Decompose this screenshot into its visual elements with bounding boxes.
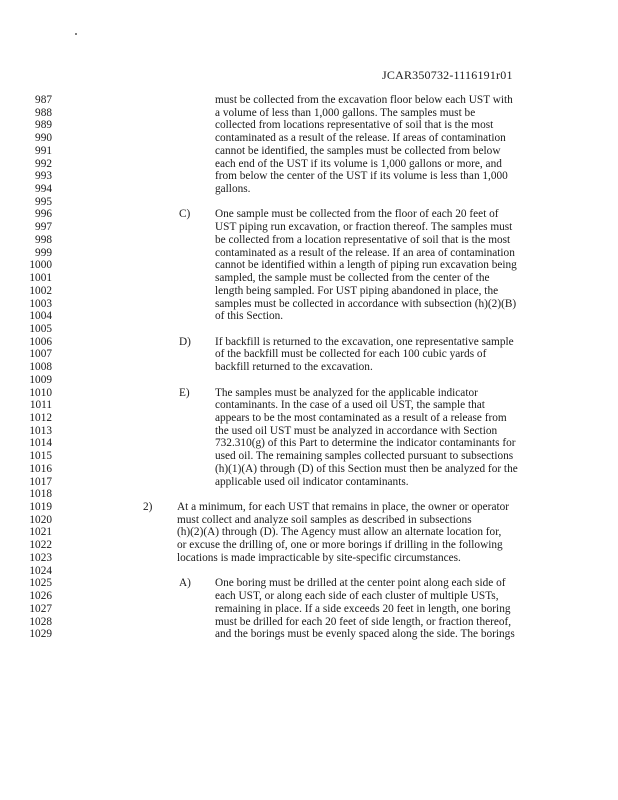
line-text: (h)(2)(A) through (D). The Agency must allow an alternate location for, (177, 526, 502, 539)
line-number: 1024 (29, 564, 52, 577)
document-line (0, 603, 618, 615)
line-text: One boring must be drilled at the center point along each side of (215, 577, 506, 590)
line-number: 1012 (29, 412, 52, 424)
document-line (0, 234, 618, 246)
document-line (0, 488, 618, 500)
line-number: 1002 (29, 284, 52, 297)
document-line (0, 145, 618, 157)
line-number: 988 (35, 106, 52, 119)
line-number: 1018 (29, 488, 52, 501)
line-text: a volume of less than 1,000 gallons. The samples must be (215, 106, 476, 119)
subsection-label: D) (179, 335, 191, 348)
document-line (0, 259, 618, 271)
line-text: the used oil UST must be analyzed in accordance with Section (215, 424, 498, 437)
document-line (0, 463, 618, 475)
line-number: 1028 (29, 615, 52, 628)
document-line (0, 94, 618, 106)
line-text: each end of the UST if its volume is 1,000 gallons or more, and (215, 157, 502, 170)
line-text: be collected from a location representative of soil that is the most (215, 233, 511, 246)
subsection-label: C) (179, 208, 191, 221)
line-text: must collect and analyze soil samples as described in subsections (177, 513, 472, 526)
document-line (0, 196, 618, 208)
line-number: 999 (35, 246, 52, 259)
line-text: backfill returned to the excavation. (215, 361, 373, 374)
document-line (0, 425, 618, 437)
line-number: 1016 (29, 462, 52, 475)
line-number: 1021 (29, 526, 52, 539)
document-line (0, 412, 618, 424)
document-line (0, 437, 618, 449)
document-line (0, 552, 618, 564)
line-number: 1013 (29, 424, 52, 437)
document-line (0, 183, 618, 195)
line-text: remaining in place. If a side exceeds 20 feet in length, one boring (215, 602, 511, 615)
line-number: 987 (35, 94, 52, 106)
line-text: or excuse the drilling of, one or more borings if drilling in the following (177, 539, 503, 552)
document-line (0, 323, 618, 335)
document-line (0, 158, 618, 170)
line-text: cannot be identified, the samples must be collected from below (215, 144, 501, 157)
line-number: 993 (35, 170, 52, 183)
line-text: from below the center of the UST if its volume is less than 1,000 (215, 170, 508, 183)
line-text: 732.310(g) of this Part to determine the indicator contaminants for (215, 437, 516, 450)
line-number: 1023 (29, 551, 52, 564)
line-number: 1015 (29, 450, 52, 463)
line-number: 995 (35, 195, 52, 208)
document-line (0, 361, 618, 373)
line-number: 1004 (29, 310, 52, 323)
subsection-label: E) (179, 386, 190, 399)
line-text: One sample must be collected from the floor of each 20 feet of (215, 208, 499, 221)
line-number: 1003 (29, 297, 52, 310)
line-text: of this Section. (215, 310, 284, 323)
line-text: must be collected from the excavation floor below each UST with (215, 94, 513, 106)
line-text: (h)(1)(A) through (D) of this Section must then be analyzed for the (215, 462, 518, 475)
document-line (0, 450, 618, 462)
document-line (0, 221, 618, 233)
document-line (0, 247, 618, 259)
document-line (0, 616, 618, 628)
line-number: 1006 (29, 335, 52, 348)
document-line (0, 170, 618, 182)
line-number: 991 (35, 144, 52, 157)
line-text: contaminated as a result of the release. If areas of contamination (215, 132, 506, 145)
line-text: The samples must be analyzed for the applicable indicator (215, 386, 478, 399)
document-line (0, 577, 618, 589)
line-text: contaminated as a result of the release. If an area of contamination (215, 246, 515, 259)
line-text: length being sampled. For UST piping abandoned in place, the (215, 284, 499, 297)
scan-speck (75, 33, 77, 35)
line-number: 1019 (29, 501, 52, 514)
document-line (0, 107, 618, 119)
line-number: 1020 (29, 513, 52, 526)
line-number: 1007 (29, 348, 52, 361)
document-line (0, 526, 618, 538)
line-number: 992 (35, 157, 52, 170)
document-line (0, 298, 618, 310)
line-text: of the backfill must be collected for each 100 cubic yards of (215, 348, 487, 361)
line-text: collected from locations representative of soil that is the most (215, 119, 494, 132)
line-text: sampled, the sample must be collected from the center of the (215, 272, 490, 285)
line-number: 1022 (29, 539, 52, 552)
document-line (0, 272, 618, 284)
line-number: 1000 (29, 259, 52, 272)
line-number: 1001 (29, 272, 52, 285)
line-text: cannot be identified within a length of piping run excavation being (215, 259, 517, 272)
line-number: 1010 (29, 386, 52, 399)
document-line (0, 374, 618, 386)
subsection-label: 2) (143, 501, 153, 514)
line-number: 994 (35, 183, 52, 196)
line-text: contaminants. In the case of a used oil UST, the sample that (215, 399, 485, 412)
document-id-header: JCAR350732-1116191r01 (382, 68, 513, 82)
line-text: If backfill is returned to the excavation, one representative sample (215, 335, 514, 348)
line-text: used oil. The remaining samples collected pursuant to subsections (215, 450, 514, 463)
subsection-label: A) (179, 577, 191, 590)
document-line (0, 208, 618, 220)
line-text: applicable used oil indicator contaminants. (215, 475, 409, 488)
document-line (0, 336, 618, 348)
document-line (0, 119, 618, 131)
line-text: locations is made impracticable by site-specific circumstances. (177, 551, 461, 564)
document-line (0, 539, 618, 551)
document-line (0, 310, 618, 322)
line-text: appears to be the most contaminated as a result of a release from (215, 412, 507, 424)
document-line (0, 132, 618, 144)
line-number: 1014 (29, 437, 52, 450)
line-number: 1008 (29, 361, 52, 374)
line-number: 1026 (29, 590, 52, 603)
line-number: 1005 (29, 322, 52, 335)
document-line (0, 387, 618, 399)
document-line (0, 514, 618, 526)
document-line (0, 628, 618, 640)
document-line (0, 285, 618, 297)
line-number: 1029 (29, 628, 52, 641)
line-number: 990 (35, 132, 52, 145)
line-text: gallons. (215, 183, 251, 196)
document-line (0, 348, 618, 360)
document-line (0, 399, 618, 411)
line-number: 997 (35, 221, 52, 234)
line-text: UST piping run excavation, or fraction thereof. The samples must (215, 221, 513, 234)
line-number: 1009 (29, 373, 52, 386)
document-line (0, 590, 618, 602)
document-line (0, 565, 618, 577)
line-number: 989 (35, 119, 52, 132)
line-text: samples must be collected in accordance with subsection (h)(2)(B) (215, 297, 517, 310)
line-number: 1011 (29, 399, 52, 412)
line-text: and the borings must be evenly spaced along the side. The borings (215, 628, 515, 641)
line-number: 996 (35, 208, 52, 221)
line-number: 1017 (29, 475, 52, 488)
document-line (0, 476, 618, 488)
line-text: each UST, or along each side of each cluster of multiple USTs, (215, 590, 499, 603)
line-number: 1027 (29, 602, 52, 615)
line-number: 1025 (29, 577, 52, 590)
line-text: At a minimum, for each UST that remains in place, the owner or operator (177, 501, 510, 514)
document-line (0, 501, 618, 513)
line-text: must be drilled for each 20 feet of side length, or fraction thereof, (215, 615, 512, 628)
line-number: 998 (35, 233, 52, 246)
